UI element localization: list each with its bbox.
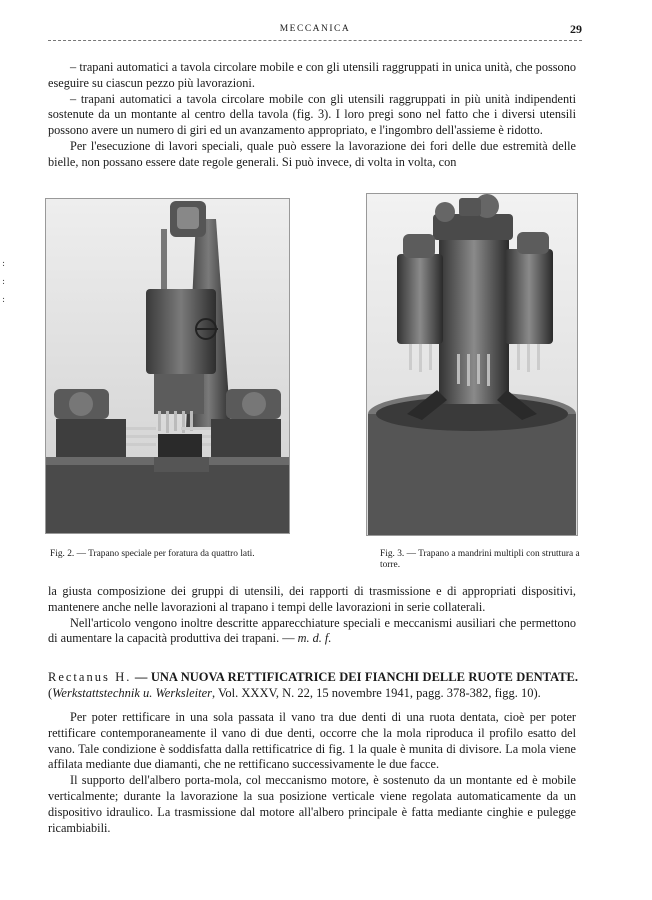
figure-2-photo bbox=[45, 198, 290, 534]
paragraph-list-item-1: – trapani automatici a tavola circolare mobile e con gli utensili raggruppati in unica unità, che possono eseguire su ciascun pezzo più lavorazioni. bbox=[48, 60, 576, 90]
multi-spindle-drill-illustration bbox=[367, 194, 577, 535]
page-header bbox=[48, 22, 582, 41]
paragraph-list-item-2: – trapani automatici a tavola circolare mobile con gli utensili raggruppati in più unità indipendenti sostenute da un montante al centro della tavola (fig. 3). I loro pregi sono nel fatto che i diversi utensili possono avere un numero di giri ed un avanzamento appropriato, e l'ingombro dell'assieme è ridotto. bbox=[48, 91, 576, 138]
paragraph-support-mechanism: Il supporto dell'albero porta-mola, col meccanismo motore, è sostenuto da un montante ed è mobile verticalmente; durante la lavorazione la sua posizione verticale viene regolata automaticamente da un dispositivo idraulico. La trasmissione dal motore all'albero principale è fatta mediante cinghie e pulegge ricambiabili. bbox=[48, 773, 576, 835]
page-number: 29 bbox=[570, 22, 582, 36]
intro-text-block bbox=[48, 60, 576, 171]
paragraph-grinding-principle: Per poter rettificare in una sola passata il vano tra due denti di una ruota dentata, cioè per poter rettificare contemporaneamente il vano di due denti, occorre che la mola riproduca il profilo esatto del vano. Tale condizione è soddisfatta dalla rettificatrice di fig. 1 la quale è munita di divisore. La mola viene affilata mediante due diamanti, che ne rettificano successivamente le due facce. bbox=[48, 710, 576, 772]
review-source-journal: Werkstattstechnik u. Werksleiter bbox=[52, 685, 212, 700]
figure-3-caption: Fig. 3. — Trapano a mandrini multipli con struttura a torre. bbox=[380, 549, 580, 570]
summary-text: Nell'articolo vengono inoltre descritte apparecchiature speciali e meccanismi ausiliari che permettono di aumentare la capacità produttiva dei trapani. — bbox=[48, 615, 576, 646]
review-text-block bbox=[48, 710, 576, 836]
review-author: Rectanus H. bbox=[48, 670, 132, 684]
review-heading: Rectanus H. — UNA NUOVA RETTIFICATRICE DEI FIANCHI DELLE RUOTE DENTATE. (Werkstattstechnik u. Werksleiter, Vol. XXXV, N. 22, 15 novembre 1941, pagg. 378-382, figg. 10). bbox=[48, 670, 578, 700]
running-title: MECCANICA bbox=[279, 24, 351, 34]
paragraph-special-works: Per l'esecuzione di lavori speciali, quale può essere la lavorazione dei fori delle due estremità delle bielle, non possano essere date regole generali. Si può invece, di volta in volta, con bbox=[48, 138, 576, 169]
review-source-details: , Vol. XXXV, N. 22, 15 novembre 1941, pagg. 378-382, figg. 10). bbox=[211, 685, 541, 700]
paragraph-article-summary bbox=[48, 616, 576, 648]
author-initials: m. d. f. bbox=[297, 631, 332, 646]
review-title: — UNA NUOVA RETTIFICATRICE DEI FIANCHI DELLE RUOTE DENTATE. bbox=[131, 670, 578, 684]
drilling-machine-illustration bbox=[46, 199, 289, 533]
margin-marks: : : : bbox=[2, 259, 6, 305]
continuation-text-block bbox=[48, 584, 576, 647]
figure-2-caption: Fig. 2. — Trapano speciale per foratura da quattro lati. bbox=[50, 549, 255, 559]
paragraph-continuation: la giusta composizione dei gruppi di utensili, dei rapporti di trasmissione e di appropriati dispositivi, mantenere anche nelle lavorazioni al trapano i tempi delle lavorazioni in serie collaterali. bbox=[48, 584, 576, 614]
figure-3-photo bbox=[366, 193, 578, 536]
